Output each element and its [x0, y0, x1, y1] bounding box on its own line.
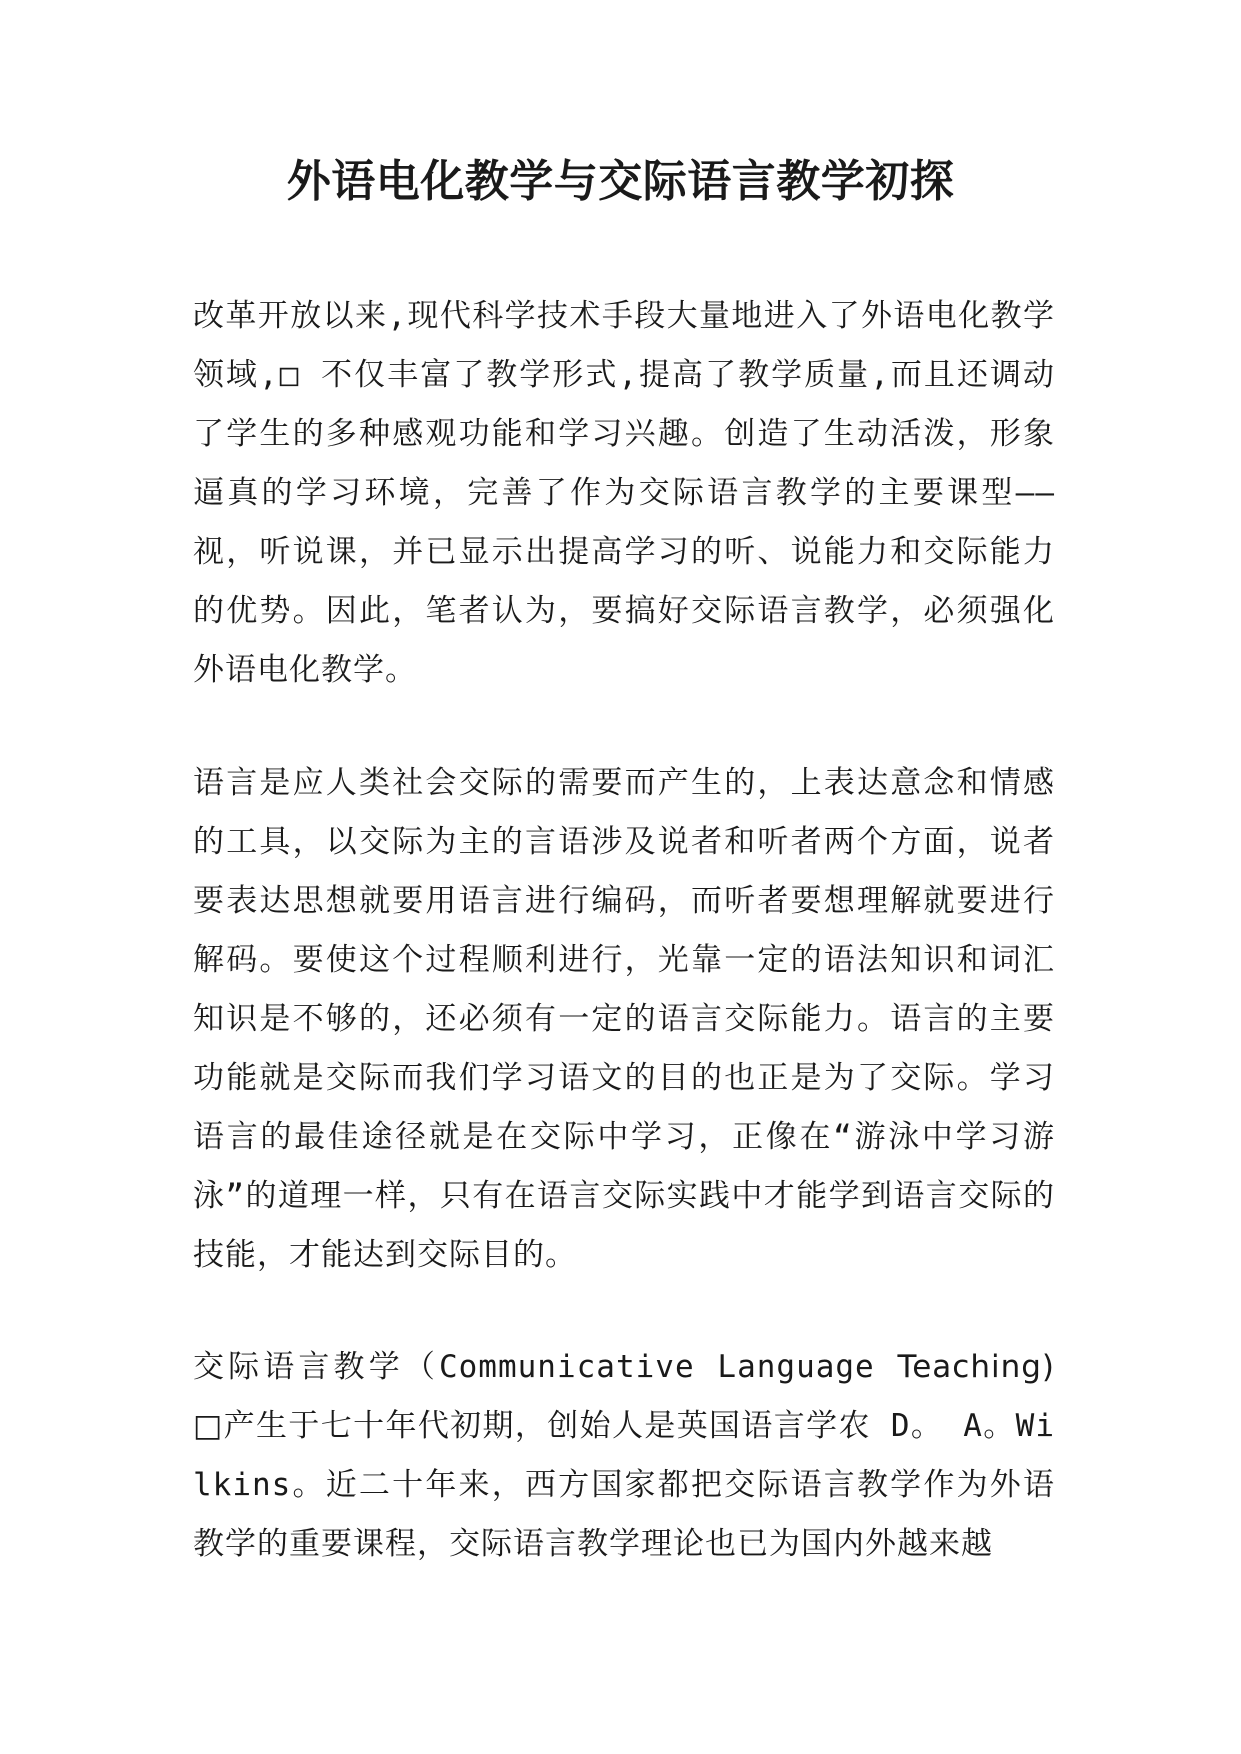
paragraph-3-part-3: 产生于七十年代初期，创始人是英国语言学农 D。 A。Wilkins。近二十年来，西方国家都把交际语言教学作为外语教学的重要课程，交际语言教学理论也已为国内外越来越: [193, 1408, 1055, 1562]
paragraph-3: [193, 1338, 1055, 1574]
paragraph-1: 改革开放以来,现代科学技术手段大量地进入了外语电化教学领域,□ 不仅丰富了教学形式,提高了教学质量,而且还调动了学生的多种感观功能和学习兴趣。创造了生动活泼，形象逼真的学习环境，完善了作为交际语言教学的主要课型——视，听说课，并已显示出提高学习的听、说能力和交际能力的优势。因此，笔者认为，要搞好交际语言教学，必须强化外语电化教学。: [193, 298, 1055, 688]
document-title: 外语电化教学与交际语言教学初探: [286, 156, 955, 207]
paragraph-2: 语言是应人类社会交际的需要而产生的，上表达意念和情感的工具，以交际为主的言语涉及说者和听者两个方面，说者要表达思想就要用语言进行编码，而听者要想理解就要进行解码。要使这个过程顺利进行，光靠一定的语法知识和词汇知识是不够的，还必须有一定的语言交际能力。语言的主要功能就是交际而我们学习语文的目的也正是为了交际。学习语言的最佳途径就是在交际中学习，正像在“游泳中学习游泳”的道理一样，只有在语言交际实践中才能学到语言交际的技能，才能达到交际目的。: [193, 765, 1055, 1273]
paragraph-3-part-1: 交际语言教学（Communicative Language: [193, 1349, 898, 1385]
paragraph-3-part-2: Teaching)□: [193, 1349, 1055, 1444]
